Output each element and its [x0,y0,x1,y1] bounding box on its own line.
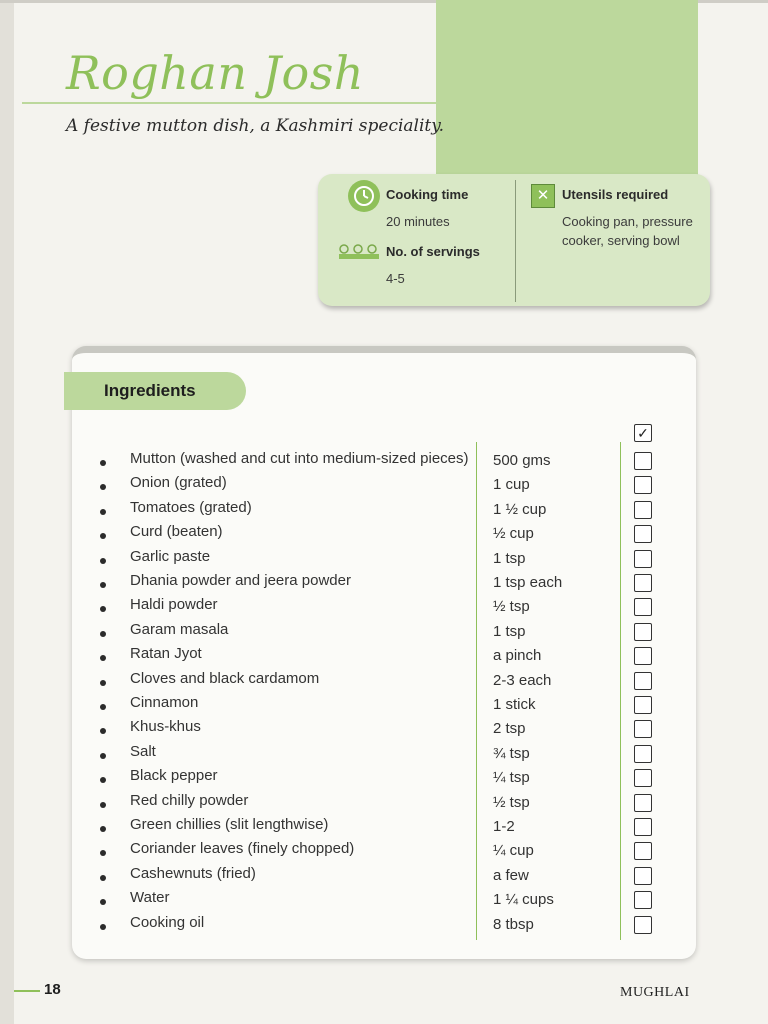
utensils-label: Utensils required [562,187,669,202]
bullet-icon [100,484,106,490]
bullet-icon [100,924,106,930]
ingredient-name: Haldi powder [130,596,218,614]
ingredient-quantity: ¼ tsp [493,769,530,787]
ingredient-quantity: 1 ¼ cups [493,891,554,909]
bullet-icon [100,899,106,905]
ingredient-name: Mutton (washed and cut into medium-sized pieces) [130,450,469,467]
recipe-subtitle: A festive mutton dish, a Kashmiri speciality. [66,116,445,136]
bullet-icon [100,655,106,661]
ingredient-quantity: 1 tsp each [493,574,563,591]
ingredient-checkbox[interactable] [634,745,652,763]
list-item [100,523,660,547]
list-item [100,670,660,694]
bullet-icon [100,460,106,466]
utensils-value: Cooking pan, pressure cooker, serving bowl [562,214,693,248]
servings-label: No. of servings [386,244,480,259]
ingredient-quantity: 2 tsp [493,720,526,738]
ingredient-quantity: 500 gms [493,452,551,469]
ingredient-name: Ratan Jyot [130,645,202,663]
bullet-icon [100,558,106,564]
ingredient-name: Green chillies (slit lengthwise) [130,816,329,833]
list-item [100,889,660,913]
bullet-icon [100,631,106,637]
section-name: MUGHLAI [620,985,690,1000]
ingredients-heading: Ingredients [64,372,246,410]
ingredient-quantity: 1 tsp [493,549,526,567]
ingredient-checkbox[interactable] [634,623,652,641]
ingredient-quantity: 1 stick [493,696,536,713]
utensils-icon: ✕ [531,184,555,208]
bullet-icon [100,680,106,686]
ingredient-quantity: 8 tbsp [493,915,534,933]
ingredient-name: Tomatoes (grated) [130,498,252,516]
ingredient-checkbox[interactable] [634,818,652,836]
list-item [100,572,660,596]
bullet-icon [100,875,106,881]
bullet-icon [100,826,106,832]
bullet-icon [100,802,106,808]
bullet-icon [100,582,106,588]
ingredient-quantity: ½ tsp [493,598,530,616]
ingredient-quantity: a few [493,866,529,884]
ingredient-checkbox[interactable] [634,501,652,519]
bullet-icon [100,533,106,539]
list-item [100,743,660,767]
list-item [100,840,660,864]
ingredient-checkbox[interactable] [634,769,652,787]
ingredient-name: Cashewnuts (fried) [130,864,256,882]
people-icon [338,244,380,263]
ingredient-checkbox[interactable] [634,598,652,616]
clock-icon [348,180,380,212]
ingredient-checkbox[interactable] [634,550,652,568]
ingredient-name: Water [130,889,170,907]
ingredient-quantity: 1 tsp [493,622,526,640]
servings-value: 4-5 [386,271,405,286]
page-number: 18 [44,981,61,998]
bullet-icon [100,509,106,515]
ingredient-quantity: ½ tsp [493,793,530,811]
ingredient-checkbox[interactable] [634,452,652,470]
list-item [100,865,660,889]
ingredient-name: Cinnamon [130,694,199,711]
list-item [100,792,660,816]
info-divider [515,180,516,302]
ingredient-name: Coriander leaves (finely chopped) [130,840,355,858]
ingredient-quantity: 1 ½ cup [493,500,547,518]
page-number-rule [14,990,40,992]
ingredient-quantity: 1 cup [493,476,530,494]
ingredient-checkbox[interactable] [634,647,652,665]
ingredient-checkbox[interactable] [634,891,652,909]
ingredient-name: Dhania powder and jeera powder [130,572,351,589]
bullet-icon [100,704,106,710]
ingredient-checkbox[interactable] [634,916,652,934]
ingredient-checkbox[interactable] [634,574,652,592]
title-underline [22,102,436,104]
ingredient-checkbox[interactable] [634,842,652,860]
ingredient-checkbox[interactable] [634,696,652,714]
ingredient-name: Garam masala [130,620,229,638]
list-item [100,499,660,523]
ingredient-checkbox[interactable] [634,794,652,812]
ingredient-checkbox[interactable] [634,867,652,885]
list-item [100,816,660,840]
header-color-block [436,0,698,176]
list-item [100,596,660,620]
ingredient-quantity: ¼ cup [493,842,534,860]
ingredient-name: Garlic paste [130,547,211,565]
list-item [100,767,660,791]
recipe-info-box [318,174,710,306]
ingredient-name: Cooking oil [130,913,205,931]
bullet-icon [100,728,106,734]
bullet-icon [100,777,106,783]
bullet-icon [100,606,106,612]
list-item [100,548,660,572]
list-item [100,914,660,938]
list-item [100,694,660,718]
ingredient-name: Onion (grated) [130,474,227,492]
ingredient-quantity: ½ cup [493,525,534,543]
cooking-time-label: Cooking time [386,187,469,202]
ingredient-name: Khus-khus [130,718,201,736]
ingredient-checkbox[interactable] [634,525,652,543]
ingredient-name: Cloves and black cardamom [130,669,320,687]
ingredient-quantity: ¾ tsp [493,744,530,762]
bullet-icon [100,753,106,759]
ingredient-quantity: 2-3 each [493,671,552,689]
cooking-time-value: 20 minutes [386,214,450,229]
bullet-icon [100,850,106,856]
recipe-title: Roghan Josh [66,46,364,100]
ingredient-name: Black pepper [130,767,218,785]
list-item [100,718,660,742]
ingredient-checkbox[interactable] [634,720,652,738]
list-item [100,645,660,669]
ingredient-checkbox[interactable] [634,476,652,494]
list-item [100,621,660,645]
list-item [100,450,660,474]
ingredient-quantity: a pinch [493,647,542,665]
ingredient-checkbox[interactable] [634,672,652,690]
ingredient-quantity: 1-2 [493,818,515,835]
ingredient-name: Curd (beaten) [130,523,223,541]
ingredient-name: Red chilly powder [130,791,249,809]
check-all-checkbox[interactable]: ✓ [634,424,652,442]
page-binding-edge [0,0,14,1024]
list-item [100,474,660,498]
ingredient-name: Salt [130,742,156,760]
